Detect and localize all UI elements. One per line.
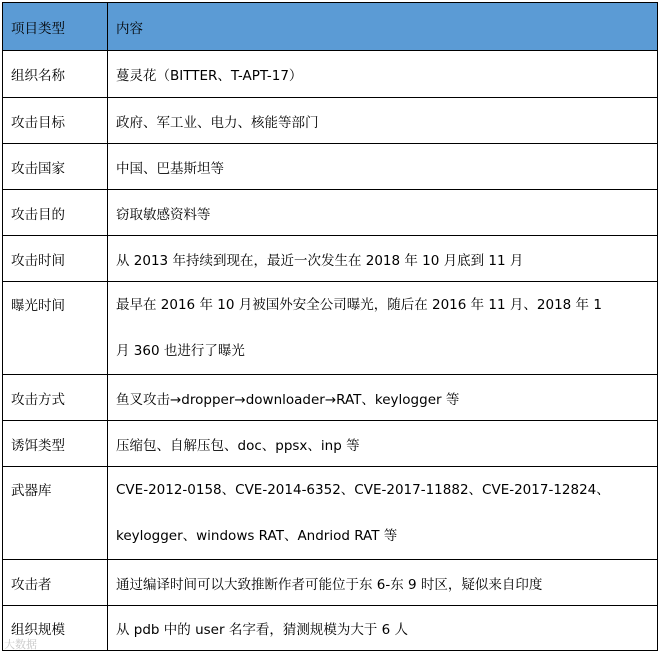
table-row — [3, 98, 658, 144]
row-content — [108, 190, 658, 236]
table-row — [3, 421, 658, 467]
row-content — [108, 144, 658, 190]
row-content — [108, 421, 658, 467]
table-row — [3, 51, 658, 98]
row-label: 武器库 — [3, 467, 108, 560]
header-cell-content: 内容 — [108, 3, 658, 51]
table-header-row — [3, 3, 658, 51]
content-line: 鱼叉攻击→dropper→downloader→RAT、keylogger 等 — [116, 391, 460, 408]
row-content — [108, 467, 658, 560]
content-line: 通过编译时间可以大致推断作者可能位于东 6-东 9 时区，疑似来自印度 — [116, 576, 543, 593]
table-row — [3, 236, 658, 282]
row-label: 攻击目的 — [3, 190, 108, 236]
table-row — [3, 467, 658, 560]
content-line: keylogger、windows RAT、Andriod RAT 等 — [116, 528, 398, 544]
content-line: 压缩包、自解压包、doc、ppsx、inp 等 — [116, 437, 360, 454]
table-row — [3, 375, 658, 421]
row-content — [108, 236, 658, 282]
row-label: 攻击目标 — [3, 98, 108, 144]
row-label: 组织名称 — [3, 51, 108, 98]
content-line: 中国、巴基斯坦等 — [116, 160, 224, 177]
apt-info-table — [2, 2, 658, 651]
watermark: 大数据 — [4, 638, 37, 651]
row-content — [108, 606, 658, 651]
table-row — [3, 190, 658, 236]
row-content — [108, 282, 658, 375]
content-line: 窃取敏感资料等 — [116, 206, 211, 223]
row-label: 攻击国家 — [3, 144, 108, 190]
content-line: 政府、军工业、电力、核能等部门 — [116, 114, 319, 131]
row-content — [108, 560, 658, 606]
content-line: 月 360 也进行了曝光 — [116, 343, 245, 359]
header-cell-type: 项目类型 — [3, 3, 108, 51]
row-label: 组织规模 — [3, 606, 108, 651]
row-content — [108, 51, 658, 98]
row-label: 攻击方式 — [3, 375, 108, 421]
content-line: 蔓灵花（BITTER、T-APT-17） — [116, 68, 303, 84]
row-label: 曝光时间 — [3, 282, 108, 375]
row-content — [108, 375, 658, 421]
row-label: 攻击时间 — [3, 236, 108, 282]
content-line: 从 2013 年持续到现在，最近一次发生在 2018 年 10 月底到 11 月 — [116, 252, 524, 269]
row-content — [108, 98, 658, 144]
row-label: 攻击者 — [3, 560, 108, 606]
table-row — [3, 144, 658, 190]
table-row — [3, 282, 658, 375]
content-line: CVE-2012-0158、CVE-2014-6352、CVE-2017-11882、CVE-2017-12824、 — [116, 482, 610, 498]
table-row — [3, 606, 658, 651]
table-row — [3, 560, 658, 606]
content-line: 从 pdb 中的 user 名字看，猜测规模为大于 6 人 — [116, 622, 408, 638]
content-line: 最早在 2016 年 10 月被国外安全公司曝光，随后在 2016 年 11 月、2018 年 1 — [116, 297, 602, 313]
row-label: 诱饵类型 — [3, 421, 108, 467]
